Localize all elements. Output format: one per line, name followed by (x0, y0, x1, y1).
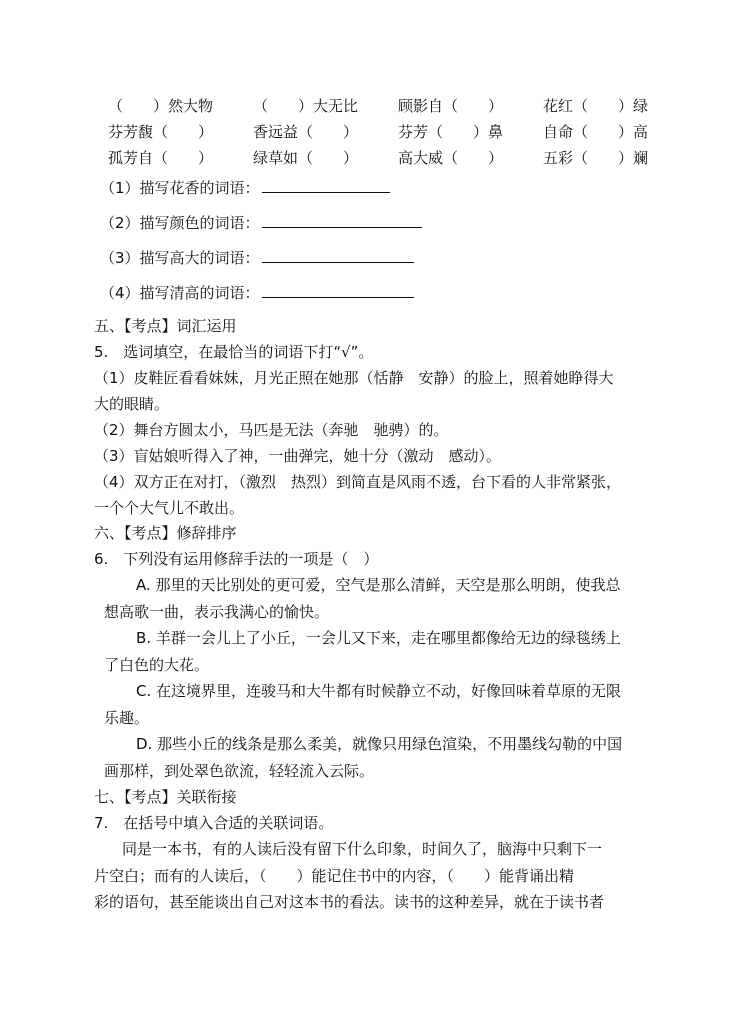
section-heading: 七、【考点】关联衔接 (94, 788, 237, 806)
fill-item-label: （4）描写清高的词语： (100, 284, 260, 302)
question-item: （4）双方正在对打，（激烈 热烈）到简直是风雨不透，台下看的人非常紧张， (94, 473, 622, 491)
word-item: 顾影自（ ） (397, 97, 503, 115)
word-item: （ ）大无比 (252, 97, 358, 115)
word-item: 五彩（ ）斓 (542, 149, 648, 167)
question-item: （2）舞台方圆太小，马匹是无法（奔驰 驰骋）的。 (94, 421, 449, 439)
passage-line: 彩的语句，甚至能谈出自己对这本书的看法。读书的这种差异，就在于读书者 (94, 893, 605, 911)
fill-item (100, 178, 390, 198)
section-heading: 五、【考点】词汇运用 (94, 317, 237, 335)
passage-line: 片空白；而有的人读后，（ ）能记住书中的内容，（ ）能背诵出精 (94, 867, 575, 885)
question-item: 一个个大气儿不敢出。 (94, 499, 245, 517)
option-c[interactable]: C. 在这境界里，连骏马和大牛都有时候静立不动，好像回味着草原的无限 (136, 682, 622, 700)
fill-item-label: （2）描写颜色的词语： (100, 214, 260, 232)
word-grid (108, 93, 648, 171)
fill-item (100, 283, 414, 303)
fill-item (100, 248, 414, 268)
word-item: 绿草如（ ） (252, 149, 358, 167)
answer-blank[interactable] (262, 248, 414, 263)
question-text: 6. 下列没有运用修辞手法的一项是（ ） (94, 550, 379, 568)
word-item: 芬芳（ ）鼻 (397, 123, 503, 141)
word-row (108, 119, 648, 145)
word-item: （ ）然大物 (108, 97, 214, 115)
word-item: 花红（ ）绿 (542, 97, 648, 115)
answer-blank[interactable] (262, 213, 422, 228)
word-item: 孤芳自（ ） (108, 149, 214, 167)
word-row (108, 145, 648, 171)
answer-blank[interactable] (262, 178, 390, 193)
question-text: 7. 在括号中填入合适的关联词语。 (94, 814, 334, 832)
question-item: （3）盲姑娘听得入了神，一曲弹完，她十分（激动 感动）。 (94, 447, 502, 465)
word-item: 香远益（ ） (252, 123, 358, 141)
word-item: 芬芳馥（ ） (108, 123, 214, 141)
answer-blank[interactable] (262, 283, 414, 298)
question-item: 大的眼睛。 (94, 395, 170, 413)
option-a[interactable]: A. 那里的天比别处的更可爱，空气是那么清鲜，天空是那么明朗，使我总 (136, 576, 621, 594)
fill-item-label: （3）描写高大的词语： (100, 249, 260, 267)
word-item: 自命（ ）高 (542, 123, 648, 141)
option-d-continuation: 画那样，到处翠色欲流，轻轻流入云际。 (104, 762, 375, 780)
passage-line: 同是一本书，有的人读后没有留下什么印象，时间久了，脑海中只剩下一 (122, 840, 603, 858)
option-c-continuation: 乐趣。 (104, 709, 150, 727)
fill-item-label: （1）描写花香的词语： (100, 179, 260, 197)
word-row (108, 93, 648, 119)
question-text: 5. 选词填空，在最恰当的词语下打“√”。 (94, 343, 374, 361)
option-a-continuation: 想高歌一曲，表示我满心的愉快。 (104, 603, 330, 621)
section-heading: 六、【考点】修辞排序 (94, 524, 237, 542)
word-item: 高大威（ ） (397, 149, 503, 167)
option-b[interactable]: B. 羊群一会儿上了小丘，一会儿又下来，走在哪里都像给无边的绿毯绣上 (136, 629, 621, 647)
fill-item (100, 213, 422, 233)
question-item: （1）皮鞋匠看看妹妹，月光正照在她那（恬静 安静）的脸上，照着她睁得大 (94, 369, 614, 387)
option-b-continuation: 了白色的大花。 (104, 656, 210, 674)
option-d[interactable]: D. 那些小丘的线条是那么柔美，就像只用绿色渲染，不用墨线勾勒的中国 (136, 735, 623, 753)
